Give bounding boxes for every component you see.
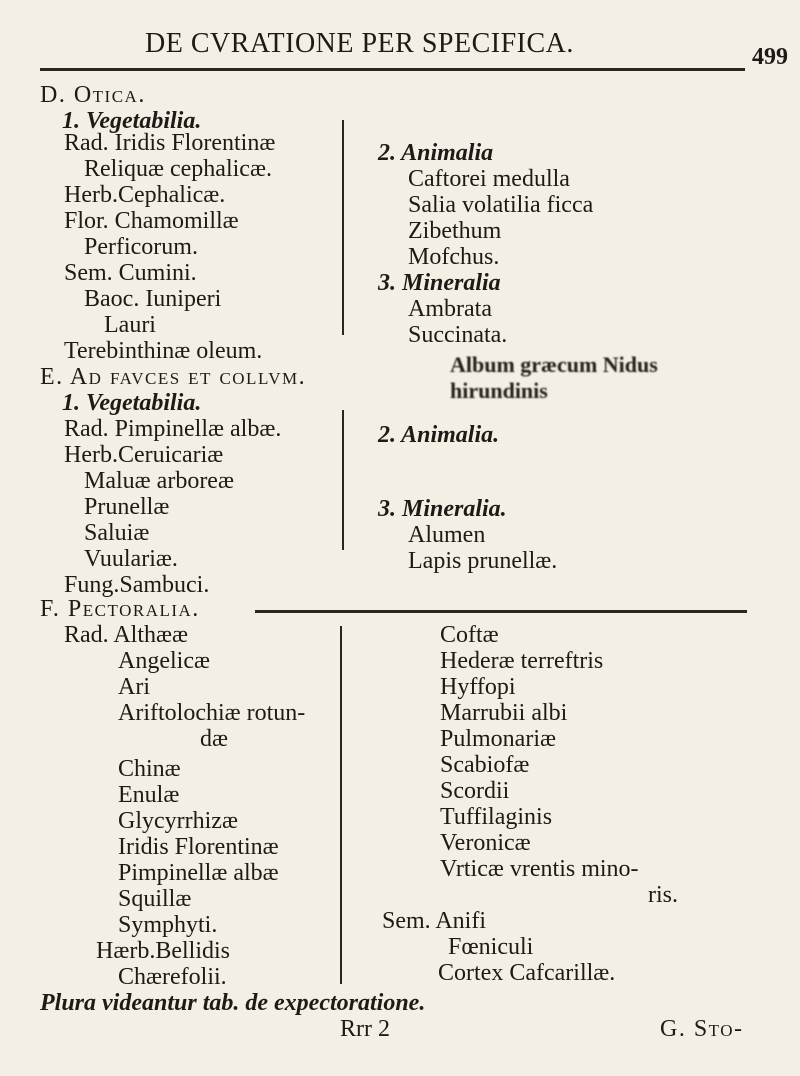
- section-e-vegetabilia: 1. Vegetabilia.: [62, 390, 202, 416]
- list-item: Salia volatilia ficca: [408, 192, 594, 218]
- list-item: Zibethum: [408, 218, 502, 244]
- list-item: Veronicæ: [440, 830, 531, 856]
- column-divider: [342, 410, 344, 550]
- list-item: Scordii: [440, 778, 510, 804]
- list-item: Hærb.Bellidis: [96, 938, 231, 964]
- section-d-heading: D. Otica.: [40, 82, 146, 108]
- list-item: Coftæ: [440, 622, 499, 648]
- list-item: Chinæ: [118, 756, 181, 782]
- section-e-animalia: 2. Animalia.: [378, 422, 500, 448]
- list-item: Cortex Cafcarillæ.: [438, 960, 616, 986]
- section-d-mineralia: 3. Mineralia: [378, 270, 501, 296]
- list-item: Prunellæ: [84, 494, 170, 520]
- list-item: Rad. Iridis Florentinæ: [64, 130, 276, 156]
- column-divider: [340, 626, 342, 984]
- list-item: Sem. Anifi: [382, 908, 487, 934]
- list-item: Rad. Althææ: [64, 622, 189, 648]
- list-item: Reliquæ cephalicæ.: [84, 156, 272, 182]
- signature-mark: Rrr 2: [340, 1016, 390, 1042]
- list-item: Glycyrrhizæ: [118, 808, 238, 834]
- list-item: Tuffilaginis: [440, 804, 553, 830]
- list-item: Symphyti.: [118, 912, 218, 938]
- list-item: Ariftolochiæ rotun-: [118, 700, 306, 726]
- section-d-vegetabilia: 1. Vegetabilia.: [62, 108, 202, 134]
- page-number: 499: [752, 44, 788, 70]
- list-item: Caftorei medulla: [408, 166, 570, 192]
- list-item: Sem. Cumini.: [64, 260, 197, 286]
- list-item: Succinata.: [408, 322, 508, 348]
- list-item: Vrticæ vrentis mino-: [440, 856, 639, 882]
- illegible-text-blot: Album græcum Nidus hirundinis: [450, 352, 658, 403]
- list-item: Chærefolii.: [118, 964, 227, 990]
- section-e-mineralia: 3. Mineralia.: [378, 496, 507, 522]
- list-item: Baoc. Iuniperi: [84, 286, 222, 312]
- list-item: ris.: [648, 882, 678, 908]
- cross-reference-note: Plura videantur tab. de expectoratione.: [40, 990, 426, 1016]
- list-item: Angelicæ: [118, 648, 210, 674]
- list-item: dæ: [200, 726, 229, 752]
- section-f-heading: F. Pectoralia.: [40, 596, 200, 622]
- list-item: Ambrata: [408, 296, 492, 322]
- section-e-heading: E. Ad favces et collvm.: [40, 364, 307, 390]
- list-item: Scabiofæ: [440, 752, 530, 778]
- list-item: Lapis prunellæ.: [408, 548, 558, 574]
- list-item: Saluiæ: [84, 520, 150, 546]
- list-item: Terebinthinæ oleum.: [64, 338, 263, 364]
- list-item: Lauri: [104, 312, 156, 338]
- running-head: DE CVRATIONE PER SPECIFICA.: [145, 28, 574, 59]
- list-item: Marrubii albi: [440, 700, 568, 726]
- list-item: Ari: [118, 674, 150, 700]
- list-item: Hyffopi: [440, 674, 516, 700]
- list-item: Alumen: [408, 522, 486, 548]
- header-rule: [40, 68, 745, 71]
- list-item: Perficorum.: [84, 234, 198, 260]
- list-item: Pimpinellæ albæ: [118, 860, 279, 886]
- list-item: Squillæ: [118, 886, 192, 912]
- list-item: Fung.Sambuci.: [64, 572, 210, 598]
- list-item: Mofchus.: [408, 244, 500, 270]
- column-divider: [342, 120, 344, 335]
- list-item: Hederæ terreftris: [440, 648, 604, 674]
- list-item: Pulmonariæ: [440, 726, 557, 752]
- section-rule: [255, 610, 747, 613]
- list-item: Herb.Ceruicariæ: [64, 442, 224, 468]
- catchword: G. Sto-: [660, 1016, 744, 1042]
- list-item: Flor. Chamomillæ: [64, 208, 239, 234]
- list-item: Herb.Cephalicæ.: [64, 182, 226, 208]
- list-item: Maluæ arboreæ: [84, 468, 234, 494]
- list-item: Fœniculi: [448, 934, 534, 960]
- list-item: Rad. Pimpinellæ albæ.: [64, 416, 282, 442]
- section-d-animalia: 2. Animalia: [378, 140, 494, 166]
- list-item: Iridis Florentinæ: [118, 834, 279, 860]
- list-item: Vuulariæ.: [84, 546, 178, 572]
- list-item: Enulæ: [118, 782, 180, 808]
